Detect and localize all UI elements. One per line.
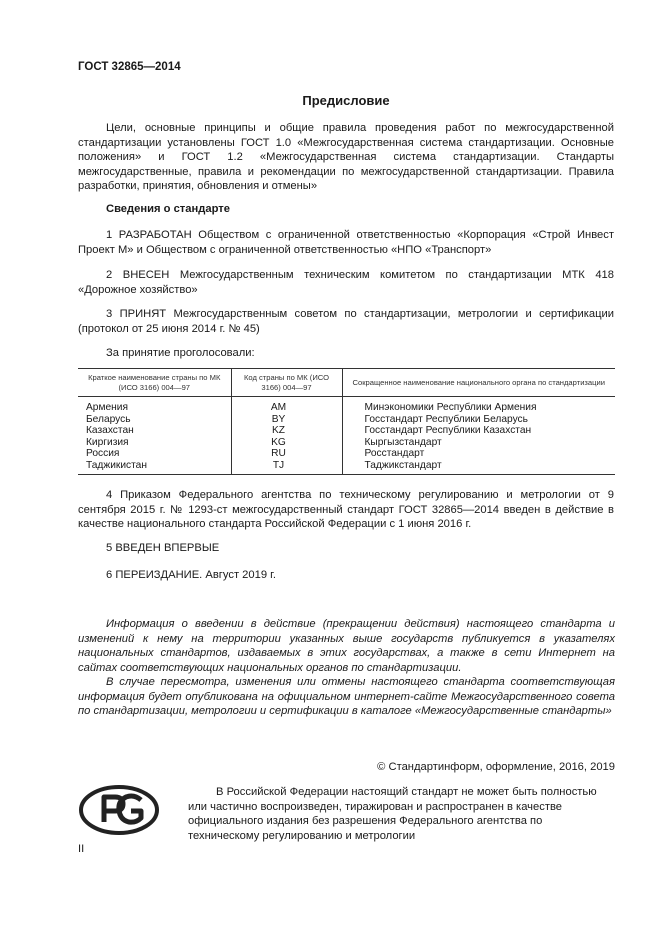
voted-label: За принятие проголосовали:	[106, 347, 255, 359]
country-code: KZ	[231, 425, 342, 437]
page-title: Предисловие	[302, 93, 390, 108]
copyright-line: © Стандартинформ, оформление, 2016, 2019	[377, 761, 615, 773]
item-enacted: 4 Приказом Федерального агентства по техническому регулированию и метрологии от 9 сентября 2015 г. № 1293-ст межгосударственный стандарт ГОСТ 32865—2014 введен в действие в качестве национального стандарта Российской Федерации с 1 июня 2016 г.	[78, 489, 614, 531]
item-introduced: 2 ВНЕСЕН Межгосударственным техническим комитетом по стандартизации МТК 418 «Дорожное хозяйство»	[78, 269, 614, 296]
standards-body: Госстандарт Республики Казахстан	[342, 425, 615, 437]
table-row	[78, 448, 615, 460]
item-first-introduced: 5 ВВЕДЕН ВПЕРВЫЕ	[106, 542, 220, 554]
reproduction-notice: В Российской Федерации настоящий стандарт не может быть полностью или частично воспроизведен, тиражирован и распространен в качестве официального издания без разрешения Федерального агентства по техническому регулированию и метрологии	[188, 786, 597, 842]
column-header-code: Код страны по МК (ИСО 3166) 004—97	[231, 369, 342, 397]
standards-body: Минэкономики Республики Армения	[342, 397, 615, 414]
info-paragraph-enactment: Информация о введении в действие (прекращении действия) настоящего стандарта и изменений к нему на территории указанных выше государств публикуется в указателях национальных стандартов, издаваемых в этих государствах, а также в сети Интернет на сайтах соответствующих национальных органов по стандартизации.	[78, 618, 615, 674]
section-title: Сведения о стандарте	[106, 203, 230, 215]
column-header-country: Краткое наименование страны по МК (ИСО 3166) 004—97	[78, 369, 231, 397]
column-header-organization: Сокращенное наименование национального органа по стандартизации	[342, 369, 615, 397]
item-developed: 1 РАЗРАБОТАН Обществом с ограниченной ответственностью «Корпорация «Строй Инвест Проект М» и Обществом с ограниченной ответственностью «НПО «Транспорт»	[78, 229, 614, 256]
country-code: KG	[231, 437, 342, 449]
rst-certification-mark-icon	[78, 784, 160, 836]
country-name: Армения	[86, 402, 128, 413]
country-code: BY	[231, 414, 342, 426]
country-name: Беларусь	[86, 413, 131, 425]
country-code: RU	[231, 448, 342, 460]
page-number: II	[78, 843, 85, 855]
standard-code-header: ГОСТ 32865—2014	[78, 61, 181, 73]
standards-body: Госстандарт Республики Беларусь	[342, 414, 615, 426]
voting-countries-table	[78, 368, 615, 475]
standards-body: Кыргызстандарт	[342, 437, 615, 449]
table-row	[78, 437, 615, 449]
item-adopted: 3 ПРИНЯТ Межгосударственным советом по стандартизации, метрологии и сертификации (протокол от 25 июня 2014 г. № 45)	[78, 308, 614, 335]
standards-body: Росстандарт	[342, 448, 615, 460]
table-row	[78, 414, 615, 426]
country-name: Таджикистан	[78, 460, 231, 475]
info-paragraph-revision: В случае пересмотра, изменения или отмены настоящего стандарта соответствующая информация будет опубликована на официальном интернет-сайте Межгосударственного совета по стандартизации, метрологии и сертификации в каталоге «Межгосударственные стандарты»	[78, 676, 615, 718]
country-code: AM	[231, 397, 342, 414]
table-header-row	[78, 369, 615, 397]
country-code: TJ	[231, 460, 342, 475]
country-name: Казахстан	[86, 425, 134, 436]
table-row	[78, 425, 615, 437]
country-name: Россия	[86, 448, 120, 459]
country-name: Киргизия	[86, 436, 129, 448]
table-row	[78, 460, 615, 475]
intro-paragraph: Цели, основные принципы и общие правила проведения работ по межгосударственной стандартизации установлены ГОСТ 1.0 «Межгосударственная система стандартизации. Основные положения» и ГОСТ 1.2 «Межгосударственная система стандартизации. Стандарты межгосударственные, правила и рекомендации по межгосударственной стандартизации. Правила разработки, принятия, обновления и отмены»	[78, 122, 614, 193]
standards-body: Таджикстандарт	[342, 460, 615, 475]
item-reissue: 6 ПЕРЕИЗДАНИЕ. Август 2019 г.	[106, 569, 276, 581]
table-row	[78, 397, 615, 414]
